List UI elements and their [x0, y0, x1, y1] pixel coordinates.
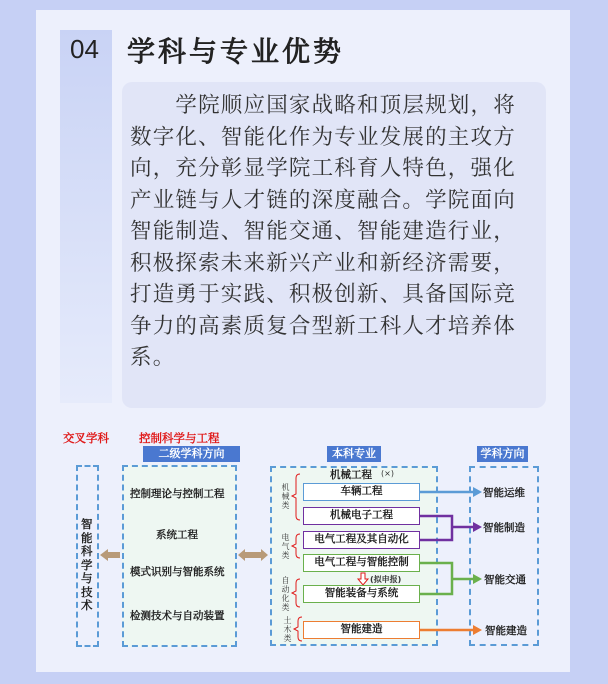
secondary-item: 控制理论与控制工程: [130, 488, 225, 500]
paragraph-line: 向，充分彰显学院工科育人特色，强化: [130, 156, 516, 181]
cross-subject: 智能科学与技术: [81, 517, 93, 612]
category-label: 电气类: [281, 533, 290, 560]
paragraph-line: 争力的高素质复合型新工科人才培养体: [130, 313, 516, 339]
major-item: 智能装备与系统: [303, 585, 420, 603]
category-label: 土木类: [283, 616, 292, 643]
paragraph-line: 积极探索未来新兴产业和新经济需要，: [130, 250, 516, 276]
direction-item: 智能交通: [484, 574, 526, 586]
arrow-purple: [420, 516, 482, 540]
double-arrow: [238, 549, 268, 561]
direction-item: 智能建造: [485, 625, 527, 637]
pending-arrow: [358, 573, 368, 585]
cross-discipline-label: 交叉学科: [63, 431, 109, 445]
paragraph-line: 智能制造、智能交通、智能建造行业，: [130, 219, 516, 244]
category-brackets: [292, 474, 302, 641]
direction-badge: 学科方向: [477, 446, 528, 462]
secondary-badge: 二级学科方向: [143, 446, 240, 462]
paragraph-line: 产业链与人才链的深度融合。学院面向: [130, 187, 516, 213]
paragraph-line: 学院顺应国家战略和顶层规划，将: [130, 93, 516, 118]
major-item: 车辆工程: [303, 483, 420, 501]
major-item: 机械电子工程: [303, 507, 420, 525]
arrow-orange: [420, 625, 482, 635]
secondary-item: 模式识别与智能系统: [130, 566, 225, 578]
main-discipline-label: 控制科学与工程: [139, 431, 220, 445]
left-arrow: [100, 549, 120, 561]
paragraph-line: 数字化、智能化作为专业发展的主攻方: [130, 124, 516, 150]
secondary-item: 系统工程: [156, 529, 198, 541]
direction-item: 智能运维: [483, 487, 525, 499]
mech-eng-note: (×): [381, 469, 394, 478]
pending-note: (拟申报): [370, 575, 402, 584]
mech-eng-label: 机械工程: [330, 469, 372, 481]
major-item: 电气工程与智能控制: [303, 554, 420, 572]
arrow-green: [420, 563, 482, 594]
category-label: 机械类: [281, 483, 290, 510]
category-label: 自动化类: [281, 576, 290, 612]
major-badge: 本科专业: [327, 446, 381, 462]
major-item: 智能建造: [303, 621, 420, 639]
section-number: 04: [70, 34, 99, 64]
secondary-item: 检测技术与自动装置: [130, 610, 225, 622]
direction-item: 智能制造: [483, 522, 525, 534]
major-item: 电气工程及其自动化: [303, 531, 420, 549]
section-title: 学科与专业优势: [127, 35, 345, 68]
arrow-blue: [420, 487, 482, 497]
paragraph-line: 打造勇于实践、积极创新、具备国际竞: [130, 282, 516, 307]
paragraph-line: 系。: [130, 345, 176, 370]
